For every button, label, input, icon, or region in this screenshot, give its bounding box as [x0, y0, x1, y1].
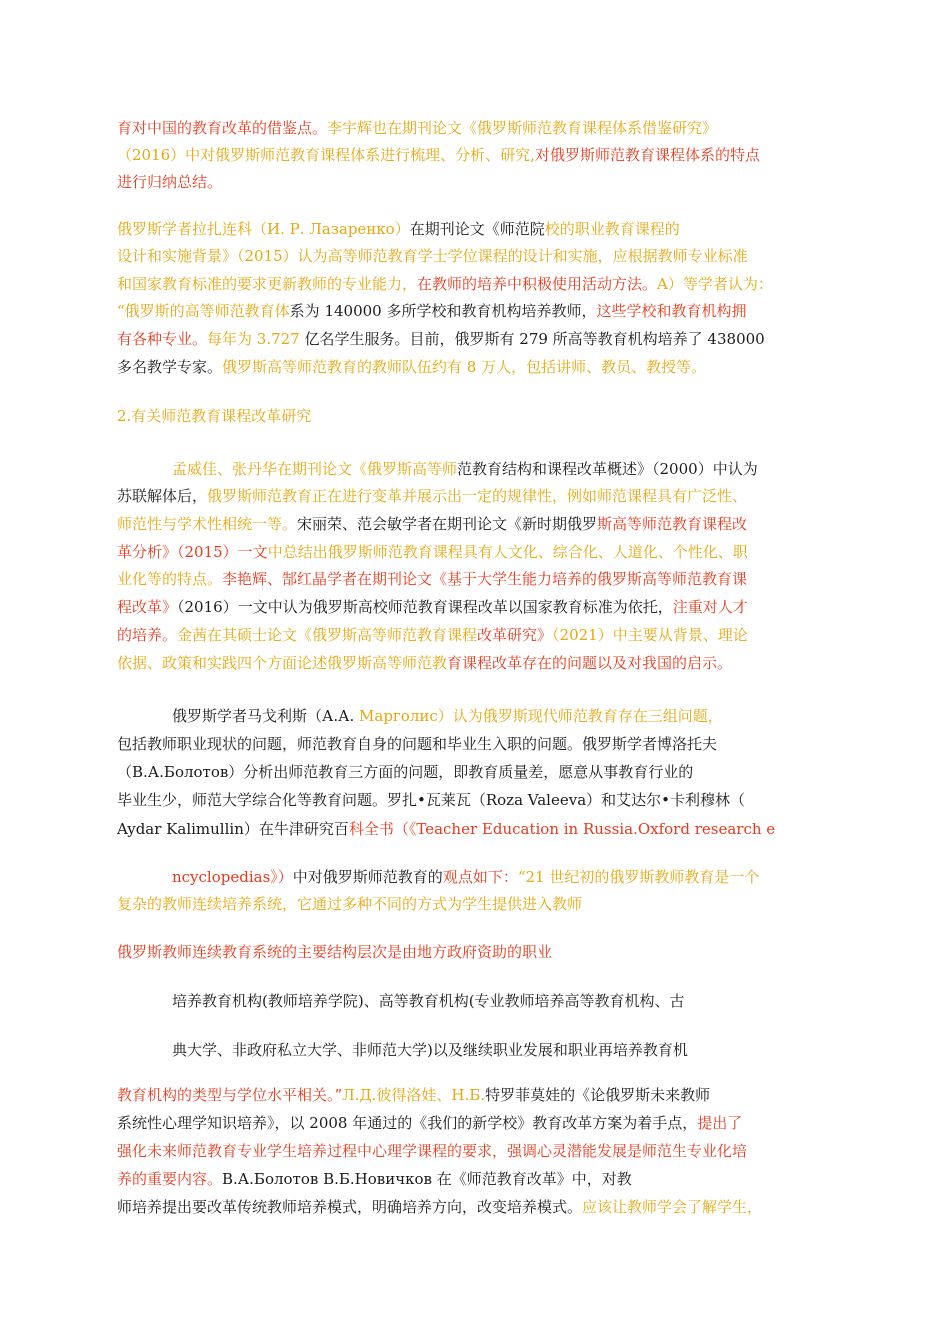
- text-run: 校的职业教育课程的: [544, 220, 680, 238]
- text-run: 有各种专业。: [117, 330, 208, 348]
- text-run: （2016）一文中认为俄罗斯高校师范教育课程改革以国家教育标准为依托，: [177, 598, 673, 616]
- text-run: 在期刊论文《师范院: [409, 220, 545, 238]
- text-run: 中总结出俄罗斯师范教育课程具有人文化、综合化、人道化、个性化、职: [267, 543, 748, 561]
- text-line: [117, 1140, 747, 1162]
- text-run: 的培养。: [117, 626, 178, 644]
- text-run: 亿名学生服务。目前，俄罗斯有 279 所高等教育机构培养了 438000: [304, 330, 765, 348]
- text-run: 育课程改革存在的问题以及对我国的启示。: [447, 654, 733, 672]
- text-run: 系为 140000 多所学校和教育机构培养教师，: [289, 302, 597, 320]
- text-run: 注重对人才: [672, 598, 748, 616]
- text-line: [117, 485, 747, 507]
- text-run: 设计和实施背景》（2015）认为高等师范教育学士学位课程的设计和实施，应根据教师专业标准: [117, 247, 748, 265]
- text-run: 教育机构的类型与学位水平相关。”: [117, 1086, 343, 1104]
- text-line: [117, 789, 745, 811]
- text-run: 孟威佳、张丹华在期刊论文《俄罗斯高等师: [172, 460, 458, 478]
- text-run: 俄罗斯师范教育正在进行变革并展示出一定的规律性，例如师范课程具有广泛性、: [207, 487, 748, 505]
- text-line: [172, 990, 685, 1012]
- text-line: [117, 541, 748, 563]
- text-run: 业化等的特点。: [117, 570, 223, 588]
- text-run: 应该让教师学会了解学生，: [582, 1198, 763, 1216]
- text-run: 俄罗斯学者拉扎连科（И. Р. Лазаренко）: [117, 220, 410, 238]
- text-run: （2021）中主要从背景、理论: [552, 626, 748, 644]
- text-run: 培养教育机构(教师培养学院)、高等教育机构(专业教师培养高等教育机构、古: [172, 992, 685, 1010]
- text-run: 科全书（《Teacher Education in Russia.Oxford research e: [348, 820, 776, 838]
- text-run: 包括教师职业现状的问题，师范教育自身的问题和毕业生入职的问题。俄罗斯学者博洛托夫: [117, 735, 718, 753]
- text-line: [117, 941, 552, 963]
- text-line: [117, 596, 748, 618]
- text-run: 复杂的教师连续培养系统，它通过多种不同的方式为学生提供进入教师: [117, 895, 583, 913]
- text-line: [117, 568, 747, 590]
- text-line: [117, 218, 680, 240]
- text-run: “21 世纪初的俄罗斯教师教育是一个: [517, 868, 760, 886]
- text-run: Марголис）认为俄罗斯现代师范教育存在三组问题，: [359, 707, 723, 725]
- text-run: 范教育结构和课程改革概述》（2000）中认为: [457, 460, 758, 478]
- text-run: 李宇辉也在期刊论文《俄罗斯师范教育课程体系借鉴研究》: [327, 119, 718, 137]
- text-run: ncyclopedias》）: [172, 868, 293, 886]
- text-run: 毕业生少，师范大学综合化等教育问题。罗扎•瓦莱瓦（Roza Valeeva）和艾达尔•卡利穆林（: [117, 791, 746, 809]
- text-line: [172, 1039, 688, 1061]
- text-line: [172, 458, 758, 480]
- text-line: [117, 273, 773, 295]
- text-run: “俄罗斯的高等师范教育体: [117, 302, 290, 320]
- text-run: 每年为 3.727: [207, 330, 305, 348]
- text-line: [117, 328, 765, 350]
- text-line: [117, 624, 748, 646]
- text-run: （2016）中对俄罗斯师范教育课程体系进行梳理、分析、研究,: [117, 146, 535, 164]
- text-line: [117, 652, 732, 674]
- text-run: 多名教学专家。: [117, 358, 223, 376]
- text-run: 育对中国的教育改革的借鉴点。: [117, 119, 328, 137]
- text-line: [117, 513, 747, 535]
- text-run: 革分析》（2015）一文: [117, 543, 268, 561]
- text-run: A）等学者认为：: [657, 275, 773, 293]
- text-line: [117, 1112, 742, 1134]
- text-run: 斯高等师范教育课程改: [597, 515, 748, 533]
- text-run: 师培养提出要改革传统教师培养模式，明确培养方向，改变培养模式。: [117, 1198, 583, 1216]
- text-run: 在教师的培养中积极使用活动方法。: [417, 275, 658, 293]
- text-line: [117, 733, 717, 755]
- text-run: 中对俄罗斯师范教育的: [292, 868, 443, 886]
- text-run: Л.Д.彼得洛娃、Н.Б.: [342, 1086, 486, 1104]
- text-run: 程改革》: [117, 598, 178, 616]
- text-run: 观点如下：: [442, 868, 518, 886]
- text-run: 俄罗斯学者马戈利斯（А.А.: [172, 707, 360, 725]
- text-run: 师范性与学术性相统一等。: [117, 515, 298, 533]
- text-run: 典大学、非政府私立大学、非师范大学)以及继续职业发展和职业再培养教育机: [172, 1041, 688, 1059]
- text-line: [117, 245, 748, 267]
- text-run: 2.有关师范教育课程改革研究: [117, 407, 312, 425]
- text-run: 和国家教育标准的要求更新教师的专业能力，: [117, 275, 418, 293]
- text-line: [117, 1084, 710, 1106]
- text-run: 李艳辉、郜红晶学者在期刊论文《基于大学生能力培养的俄罗斯高等师范教育课: [222, 570, 748, 588]
- text-run: （В.А.Болотов）分析出师范教育三方面的问题，即教育质量差，愿意从事教育行业的: [117, 763, 694, 781]
- text-run: 这些学校和教育机构拥: [596, 302, 747, 320]
- text-run: 系统性心理学知识培养》，以 2008 年通过的《我们的新学校》教育改革方案为着手点，: [117, 1114, 698, 1132]
- text-line: [117, 893, 582, 915]
- text-run: 改革研究》: [477, 626, 553, 644]
- text-run: 俄罗斯教师连续教育系统的主要结构层次是由地方政府资助的职业: [117, 943, 553, 961]
- text-run: 提出了: [697, 1114, 743, 1132]
- text-run: 特罗菲莫娃的《论俄罗斯未来教师: [485, 1086, 711, 1104]
- text-run: 强化未来师范教育专业学生培养过程中心理学课程的要求，强调心灵潜能发展是师范生专业化培: [117, 1142, 748, 1160]
- text-run: 宋丽荣、范会敏学者在期刊论文《新时期俄罗: [297, 515, 598, 533]
- text-line: [117, 144, 760, 166]
- text-run: 金茜在其硕士论文《俄罗斯高等师范教育课程: [177, 626, 478, 644]
- text-run: 养的重要内容。: [117, 1170, 223, 1188]
- text-line: [117, 300, 747, 322]
- text-run: 依据、政策和实践四个方面论述俄罗斯高等师范教: [117, 654, 448, 672]
- text-line: [117, 1168, 632, 1190]
- text-line: [117, 818, 775, 840]
- text-run: 进行归纳总结。: [117, 173, 223, 191]
- text-line: [117, 356, 706, 378]
- text-line: [117, 761, 693, 783]
- text-run: 对俄罗斯师范教育课程体系的特点: [534, 146, 760, 164]
- text-line: [172, 866, 759, 888]
- text-run: 俄罗斯高等师范教育的教师队伍约有 8 万人，包括讲师、教员、教授等。: [222, 358, 707, 376]
- section-heading: [117, 405, 311, 427]
- text-run: В.А.Болотов В.Б.Новичков 在《师范教育改革》中，对教: [222, 1170, 632, 1188]
- text-line: [117, 171, 222, 193]
- text-line: [117, 117, 717, 139]
- text-line: [117, 1196, 762, 1218]
- text-line: [172, 705, 723, 727]
- text-run: 苏联解体后，: [117, 487, 208, 505]
- text-run: Aydar Kalimullin）在牛津研究百: [117, 820, 349, 838]
